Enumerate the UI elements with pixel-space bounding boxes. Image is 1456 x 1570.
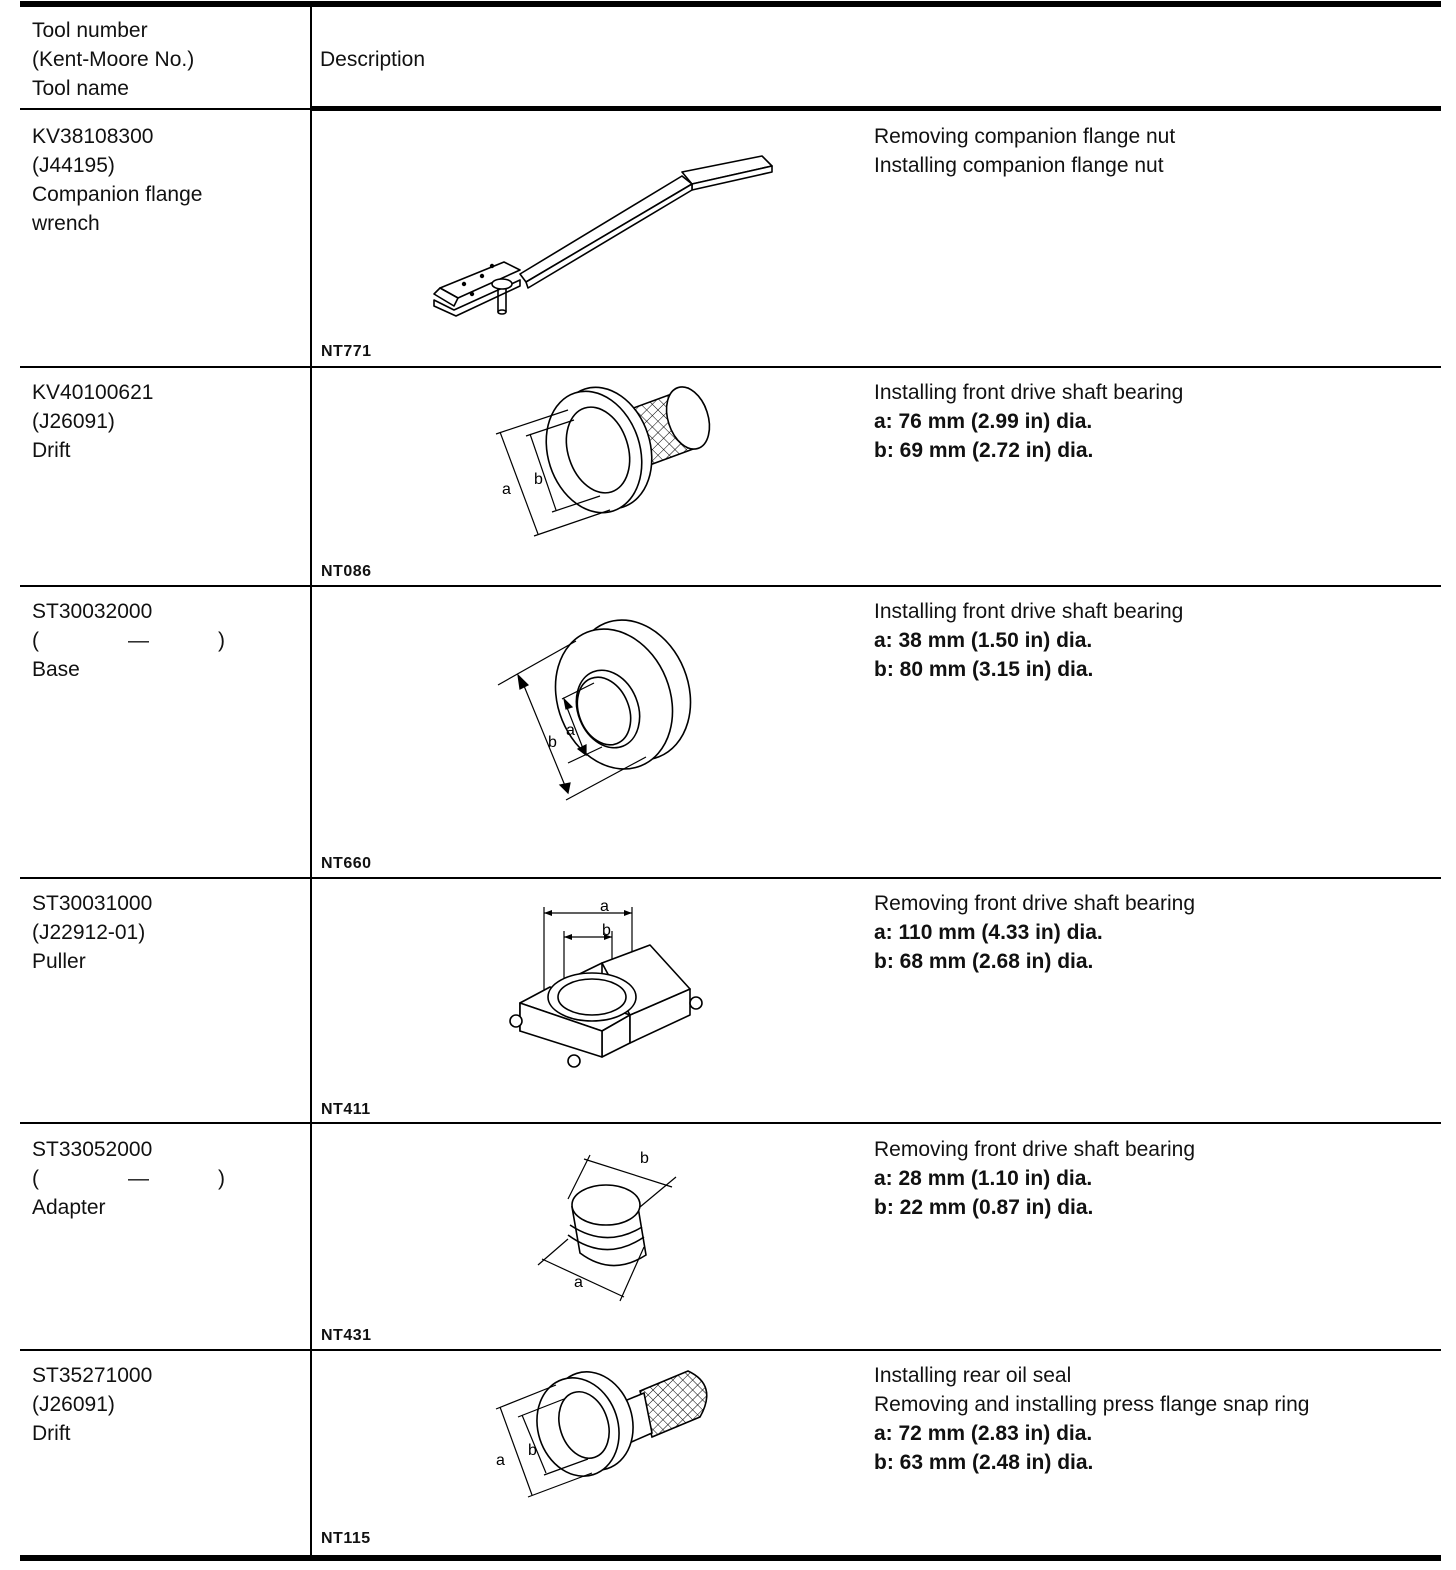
kent-moore-number: (J26091): [32, 410, 115, 433]
description-line: Removing and installing press flange snap ring: [874, 1393, 1310, 1416]
dimension-a-label: a: [600, 898, 609, 915]
description-line: Removing front drive shaft bearing: [874, 892, 1195, 915]
spec-line: a: 76 mm (2.99 in) dia.: [874, 410, 1093, 433]
column-divider: [310, 7, 312, 1555]
tool-number: KV38108300: [32, 125, 154, 148]
spec-line: b: 69 mm (2.72 in) dia.: [874, 439, 1094, 462]
tool-number: ST30032000: [32, 600, 153, 623]
tool-number: ST30031000: [32, 892, 153, 915]
header-divider-left: [20, 108, 310, 110]
dimension-a-label: a: [574, 1274, 583, 1291]
drift-figure: [460, 1355, 730, 1515]
puller-figure: [490, 885, 720, 1085]
table-row-tool-info: [32, 1135, 225, 1222]
tool-name-cont: wrench: [32, 212, 100, 235]
tool-description: [874, 378, 1183, 465]
figure-code: NT660: [321, 855, 372, 872]
description-line: Installing rear oil seal: [874, 1364, 1072, 1387]
row-divider: [20, 585, 1441, 587]
tool-description: [874, 1135, 1195, 1222]
tool-description: [874, 889, 1195, 976]
special-service-tools-table: [20, 0, 1441, 1570]
figure-code: NT115: [321, 1530, 371, 1547]
table-row-tool-info: [32, 378, 153, 465]
table-row-tool-info: [32, 597, 225, 684]
table-bottom-rule: [20, 1555, 1441, 1561]
tool-description: [874, 122, 1175, 180]
spec-line: a: 28 mm (1.10 in) dia.: [874, 1167, 1093, 1190]
tool-number: ST33052000: [32, 1138, 153, 1161]
dimension-b-label: b: [640, 1150, 649, 1167]
companion-flange-wrench-figure: [410, 150, 790, 330]
tool-name: Companion flange: [32, 183, 203, 206]
dimension-b-label: b: [534, 471, 543, 488]
spec-line: a: 72 mm (2.83 in) dia.: [874, 1422, 1093, 1445]
spec-line: b: 80 mm (3.15 in) dia.: [874, 658, 1094, 681]
figure-code: NT411: [321, 1101, 371, 1118]
header-description: Description: [320, 48, 426, 71]
spec-line: b: 63 mm (2.48 in) dia.: [874, 1451, 1094, 1474]
spec-line: a: 110 mm (4.33 in) dia.: [874, 921, 1103, 944]
table-row-tool-info: [32, 122, 202, 238]
kent-moore-number: ( — ): [32, 629, 225, 652]
header-tool-column: [32, 16, 194, 103]
tool-name: Drift: [32, 439, 71, 462]
description-line: Removing front drive shaft bearing: [874, 1138, 1195, 1161]
header-tool-name: Tool name: [32, 77, 129, 100]
row-divider: [20, 366, 1441, 368]
table-top-rule: [20, 1, 1441, 7]
description-line: Installing front drive shaft bearing: [874, 600, 1184, 623]
dimension-b-label: b: [602, 922, 611, 939]
table-row-tool-info: [32, 889, 152, 976]
dimension-a-label: a: [566, 722, 575, 739]
figure-code: NT771: [321, 343, 372, 360]
dimension-a-label: a: [502, 481, 511, 498]
figure-code: NT086: [321, 563, 372, 580]
kent-moore-number: (J44195): [32, 154, 115, 177]
tool-number: ST35271000: [32, 1364, 153, 1387]
dimension-b-label: b: [548, 734, 557, 751]
table-row-tool-info: [32, 1361, 152, 1448]
description-line: Installing front drive shaft bearing: [874, 381, 1184, 404]
tool-name: Drift: [32, 1422, 71, 1445]
header-tool-number: Tool number: [32, 19, 148, 42]
tool-number: KV40100621: [32, 381, 154, 404]
base-figure: [480, 605, 710, 815]
row-divider: [20, 877, 1441, 879]
figure-code: NT431: [321, 1327, 372, 1344]
tool-name: Puller: [32, 950, 86, 973]
description-line: Installing companion flange nut: [874, 154, 1164, 177]
tool-description: [874, 597, 1183, 684]
spec-line: a: 38 mm (1.50 in) dia.: [874, 629, 1093, 652]
kent-moore-number: (J26091): [32, 1393, 115, 1416]
row-divider: [20, 1349, 1441, 1351]
dimension-b-label: b: [528, 1442, 537, 1459]
description-line: Removing companion flange nut: [874, 125, 1176, 148]
kent-moore-number: ( — ): [32, 1167, 225, 1190]
tool-name: Adapter: [32, 1196, 106, 1219]
tool-description: [874, 1361, 1309, 1477]
spec-line: b: 68 mm (2.68 in) dia.: [874, 950, 1094, 973]
kent-moore-number: (J22912-01): [32, 921, 146, 944]
header-divider-right: [310, 106, 1441, 111]
adapter-figure: [520, 1135, 700, 1315]
spec-line: b: 22 mm (0.87 in) dia.: [874, 1196, 1094, 1219]
row-divider: [20, 1122, 1441, 1124]
dimension-a-label: a: [496, 1452, 505, 1469]
tool-name: Base: [32, 658, 80, 681]
drift-figure: [460, 370, 730, 550]
header-kent-moore: (Kent-Moore No.): [32, 48, 195, 71]
